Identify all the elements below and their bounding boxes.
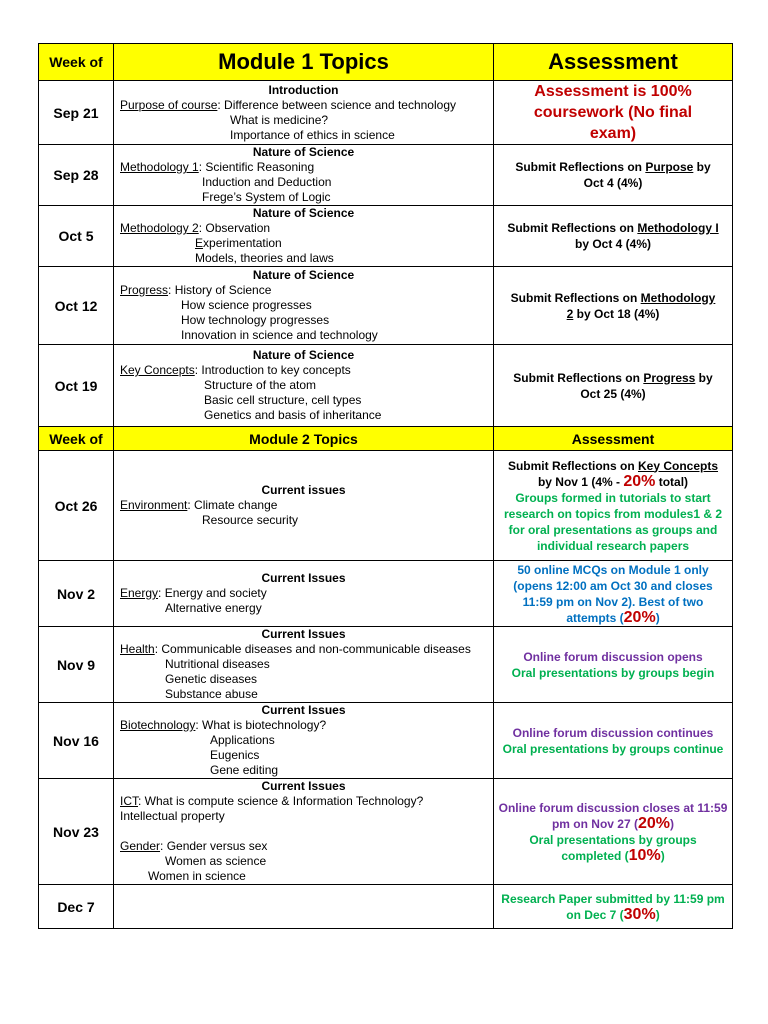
- table-row: [39, 885, 733, 929]
- week-cell: Dec 7: [39, 885, 114, 929]
- table-row: [39, 206, 733, 267]
- topic-title: Current Issues: [261, 779, 346, 793]
- topic-text: : History of Science: [168, 283, 272, 297]
- topic-title: Nature of Science: [252, 268, 355, 282]
- table-row: [39, 627, 733, 703]
- topic-text: : Energy and society: [158, 586, 267, 600]
- assessment-cell: [494, 451, 733, 561]
- topic-title: Nature of Science: [252, 206, 355, 220]
- module1-header-row: [39, 44, 733, 81]
- assessment-note: exam): [589, 125, 637, 142]
- week-header: Week of: [39, 44, 114, 81]
- assessment-text: by Oct 18 (4%): [573, 306, 660, 321]
- research-paper-note: Research Paper submitted by 11:59 pm on Dec 7 (: [501, 891, 725, 922]
- table-row: [39, 145, 733, 206]
- topic-cell: [114, 627, 494, 703]
- assessment-link-text: Methodology: [640, 290, 716, 305]
- assessment-text: by: [693, 160, 711, 174]
- table-row: [39, 451, 733, 561]
- topic-subitem: Nutritional diseases: [165, 657, 270, 671]
- assessment-cell: [494, 885, 733, 929]
- week-cell: Oct 26: [39, 451, 114, 561]
- percentage: 30%: [623, 905, 656, 923]
- table-row: [39, 703, 733, 779]
- topic-text: : Communicable diseases and non-communicable diseases: [154, 642, 471, 656]
- topic-subitem: What is medicine?: [230, 112, 329, 127]
- forum-note: Online forum discussion closes at 11:59 pm on Nov 27 (: [498, 800, 728, 831]
- presentations-note: Oral presentations by groups continue: [502, 741, 724, 756]
- assessment-text: by Oct 4 (4%): [574, 237, 652, 251]
- week-cell: Oct 5: [39, 206, 114, 267]
- assessment-note: Assessment is 100%: [534, 83, 692, 100]
- assessment-link-text: Purpose: [645, 160, 694, 174]
- topic-label: Purpose of course: [120, 97, 218, 112]
- module2-topics-header: Module 2 Topics: [114, 427, 494, 451]
- assessment-text: by: [695, 370, 713, 385]
- week-cell: Nov 16: [39, 703, 114, 779]
- week-cell: Oct 12: [39, 267, 114, 345]
- assessment-link-text: 2: [566, 306, 574, 321]
- topic-text: : Observation: [198, 221, 271, 235]
- assessment-cell: [494, 561, 733, 627]
- topic-subitem: Models, theories and laws: [195, 251, 334, 265]
- week-cell: Nov 23: [39, 779, 114, 885]
- topic-cell: [114, 451, 494, 561]
- topic-title: Nature of Science: [252, 348, 355, 362]
- mcq-note: 50 online MCQs on Module 1 only (opens 12:00 am Oct 30 and closes 11:59 pm on Nov 2). Best of two attempts (: [513, 562, 713, 625]
- table-row: [39, 267, 733, 345]
- topic-subitem: xperimentation: [203, 236, 282, 250]
- week-header: Week of: [39, 427, 114, 451]
- topic-cell: [114, 206, 494, 267]
- forum-note: Online forum discussion continues: [512, 725, 714, 740]
- topic-text: : What is biotechnology?: [195, 718, 327, 732]
- topic-label: Methodology 2: [120, 221, 199, 235]
- topic-text: : What is compute science & Information Technology?: [138, 794, 424, 808]
- topic-cell: [114, 345, 494, 427]
- week-cell: Oct 19: [39, 345, 114, 427]
- topic-subitem-initial: E: [195, 236, 204, 250]
- assessment-cell: [494, 627, 733, 703]
- assessment-text: Oct 25 (4%): [580, 386, 646, 401]
- table-row: [39, 345, 733, 427]
- percentage: 10%: [628, 846, 661, 864]
- assessment-text: Submit Reflections on: [513, 370, 644, 385]
- topic-subitem: Basic cell structure, cell types: [204, 393, 362, 407]
- topic-subitem: Alternative energy: [165, 601, 262, 615]
- assessment-cell: [494, 267, 733, 345]
- topic-label: Biotechnology: [120, 718, 196, 732]
- week-cell: Nov 9: [39, 627, 114, 703]
- percentage: 20%: [623, 472, 656, 490]
- assessment-text: total): [655, 474, 689, 489]
- assessment-link-text: Progress: [643, 370, 696, 385]
- module2-header-row: [39, 427, 733, 451]
- assessment-text: Submit Reflections on: [507, 221, 638, 235]
- assessment-text: Submit Reflections on: [515, 160, 646, 174]
- topic-subitem: Innovation in science and technology: [181, 328, 378, 342]
- topic-subitem: How science progresses: [181, 298, 312, 312]
- topic-subitem: Frege’s System of Logic: [202, 190, 331, 204]
- topic-label: Progress: [120, 283, 169, 297]
- topic-label: Environment: [120, 498, 188, 512]
- topic-title: Nature of Science: [252, 145, 355, 159]
- presentations-note: Oral presentations by groups begin: [511, 665, 715, 680]
- assessment-text: Oct 4 (4%): [583, 176, 643, 190]
- topic-title: Introduction: [268, 82, 339, 97]
- percentage: 20%: [637, 814, 671, 832]
- assessment-text: Submit Reflections on: [510, 290, 641, 305]
- schedule-table: [38, 43, 733, 929]
- table-row: [39, 81, 733, 145]
- assessment-cell: [494, 145, 733, 206]
- topic-text: : Gender versus sex: [160, 839, 268, 853]
- groups-note: Groups formed in tutorials to start research on topics from modules1 & 2 for oral presentations as groups and individual research papers: [503, 490, 723, 553]
- topic-cell: [114, 779, 494, 885]
- topic-subitem: Women as science: [165, 854, 267, 868]
- assessment-text: by Nov 1 (4% -: [537, 474, 624, 489]
- topic-title: Current Issues: [261, 627, 346, 641]
- topic-text: : Difference between science and technology: [217, 97, 456, 112]
- topic-cell: [114, 561, 494, 627]
- topic-subitem: Women in science: [148, 869, 246, 883]
- topic-label: Key Concepts: [120, 363, 195, 377]
- forum-note: Online forum discussion opens: [523, 649, 703, 664]
- topic-subitem: Gene editing: [210, 763, 279, 777]
- assessment-text: Submit Reflections on: [507, 458, 638, 473]
- assessment-text: ): [655, 907, 660, 922]
- assessment-cell: [494, 345, 733, 427]
- topic-cell: [114, 885, 494, 929]
- assessment-text: ): [660, 848, 665, 863]
- topic-subitem: Applications: [210, 733, 275, 747]
- topic-label: Methodology 1: [120, 160, 199, 174]
- assessment-cell: [494, 779, 733, 885]
- assessment-header: Assessment: [494, 44, 733, 81]
- table-row: [39, 561, 733, 627]
- module1-topics-header: Module 1 Topics: [114, 44, 494, 81]
- week-cell: Nov 2: [39, 561, 114, 627]
- topic-cell: [114, 145, 494, 206]
- topic-subitem: Genetics and basis of inheritance: [204, 408, 382, 422]
- topic-title: Current issues: [261, 483, 346, 497]
- assessment-note: coursework (No final: [533, 104, 693, 121]
- topic-label: Health: [120, 642, 155, 656]
- topic-cell: [114, 81, 494, 145]
- topic-subitem: Eugenics: [210, 748, 260, 762]
- topic-label: Energy: [120, 586, 159, 600]
- assessment-cell: [494, 81, 733, 145]
- topic-subitem: Structure of the atom: [204, 378, 317, 392]
- topic-label: Gender: [120, 839, 161, 853]
- percentage: 20%: [623, 608, 656, 626]
- assessment-text: ): [670, 816, 675, 831]
- presentations-note: Oral presentations by groups completed (: [529, 832, 697, 863]
- topic-cell: [114, 703, 494, 779]
- topic-text: : Introduction to key concepts: [194, 363, 351, 377]
- topic-subitem: Genetic diseases: [165, 672, 258, 686]
- topic-text: : Climate change: [187, 498, 278, 512]
- topic-cell: [114, 267, 494, 345]
- assessment-cell: [494, 206, 733, 267]
- assessment-link-text: Key Concepts: [637, 458, 719, 473]
- topic-subitem: Substance abuse: [165, 687, 258, 701]
- assessment-text: ): [655, 610, 660, 625]
- topic-subitem: Resource security: [202, 513, 299, 527]
- table-row: [39, 779, 733, 885]
- topic-subitem: Importance of ethics in science: [230, 127, 395, 142]
- week-cell: Sep 28: [39, 145, 114, 206]
- week-cell: Sep 21: [39, 81, 114, 145]
- topic-subitem: Induction and Deduction: [202, 175, 332, 189]
- topic-subitem: How technology progresses: [181, 313, 330, 327]
- assessment-header: Assessment: [494, 427, 733, 451]
- assessment-cell: [494, 703, 733, 779]
- topic-title: Current Issues: [261, 571, 346, 585]
- topic-title: Current Issues: [261, 703, 346, 717]
- assessment-link-text: Methodology I: [637, 221, 719, 235]
- topic-subitem: Intellectual property: [120, 809, 225, 823]
- topic-label: ICT: [120, 794, 138, 808]
- topic-text: : Scientific Reasoning: [198, 160, 315, 174]
